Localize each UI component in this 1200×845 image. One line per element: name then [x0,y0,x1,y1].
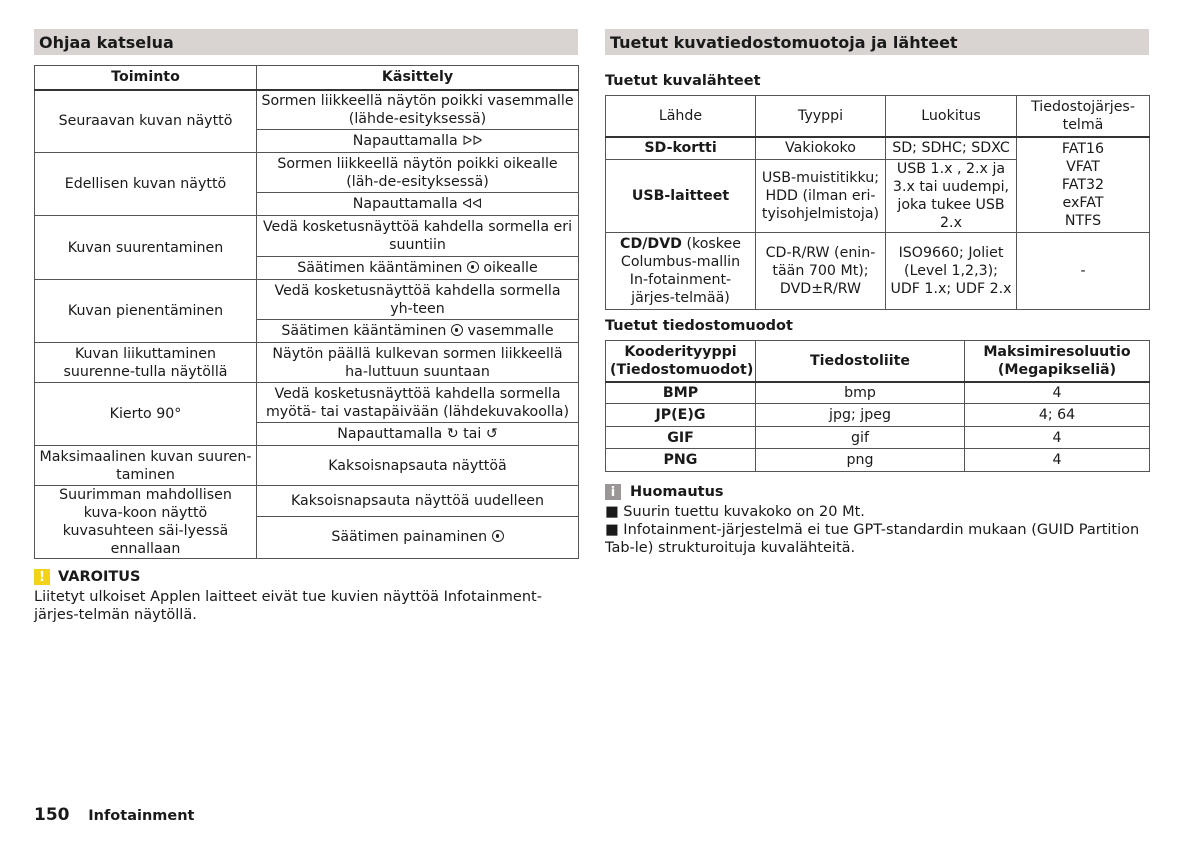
action-max-zoom: Maksimaalinen kuvan suuren-taminen [35,446,257,486]
action-move-image: Kuvan liikuttaminen suurenne-tulla näytöllä [35,343,257,383]
handling-next-swipe: Sormen liikkeellä näytön poikki vasemmalle (lähde-esityksessä) [257,90,579,130]
extension-cell: bmp [756,382,965,404]
action-zoom-in: Kuvan suurentaminen [35,216,257,280]
note-header [605,484,1149,500]
resolution-cell: 4 [965,382,1150,404]
filesystem-cd: - [1017,233,1150,310]
filesystem-item: FAT32 [1061,176,1105,193]
handling-zoom-out-knob-text: Säätimen kääntäminen [281,323,447,339]
subheading-formats: Tuetut tiedostomuodot [605,318,793,334]
resolution-cell: 4 [965,449,1150,472]
filesystem-item: FAT16 [1061,140,1105,157]
action-prev-image: Edellisen kuvan näyttö [35,153,257,216]
source-sd: SD-kortti [606,137,756,160]
section-title-view-control: Ohjaa katselua [34,29,578,55]
type-sd: Vakiokoko [756,137,886,160]
subheading-sources: Tuetut kuvalähteet [605,73,761,89]
col-header-type: Tyyppi [756,96,886,137]
filesystem-item: VFAT [1066,158,1100,175]
handling-rotate-tap-text: Napauttamalla [337,426,443,442]
page-number: 150 [34,805,70,825]
rotate-counterclockwise-icon: ↺ [485,426,498,442]
col-header-class: Luokitus [886,96,1017,137]
codec-cell: GIF [606,427,756,449]
knob-icon [467,261,479,273]
note-bullet: ■ Infotainment-järjestelmä ei tue GPT-standardin mukaan (GUID Partition Tab-le) strukturoituja kuvalähteitä. [605,522,1140,556]
page-footer [34,805,194,825]
note-title: Huomautus [630,484,724,500]
knob-press-icon [492,530,504,542]
col-header-codec: Kooderityyppi (Tiedostomuodot) [606,341,756,382]
source-cd-note: (koskee Columbus-mallin In-fotainment-järjes-telmää) [620,236,741,306]
handling-next-tap-text: Napauttamalla [352,132,458,149]
extension-cell: gif [756,427,965,449]
class-sd: SD; SDHC; SDXC [886,137,1017,160]
col-header-resolution: Maksimiresoluutio (Megapikseliä) [965,341,1150,382]
view-control-table [34,65,579,559]
rewind-icon: ᐊᐊ [462,196,483,212]
filesystem-item: NTFS [1064,212,1102,229]
handling-zoom-in-knob [257,257,579,280]
resolution-cell: 4; 64 [965,404,1150,427]
handling-move-drag: Näytön päällä kulkevan sormen liikkeellä ha-luttuun suuntaan [257,343,579,383]
handling-largest-knob [257,516,579,558]
source-cd-name: CD/DVD [620,236,682,252]
handling-zoom-out-pinch: Vedä kosketusnäyttöä kahdella sormella yh-teen [257,280,579,320]
filesystem-item: exFAT [1062,194,1104,211]
section-title-formats: Tuetut kuvatiedostomuotoja ja lähteet [605,29,1149,55]
handling-zoom-in-knob-text: Säätimen kääntäminen [297,260,463,276]
handling-rotate-or: tai [463,426,482,442]
resolution-cell: 4 [965,427,1150,449]
handling-zoom-out-knob [257,320,579,343]
codec-cell: JP(E)G [606,404,756,427]
action-largest-fit: Suurimman mahdollisen kuva-koon näyttö kuvasuhteen säi-lyessä ennallaan [35,486,257,559]
handling-zoom-out-direction: vasemmalle [467,323,554,339]
warning-icon: ! [34,569,50,585]
col-header-filesystem: Tiedostojärjes-telmä [1017,96,1150,137]
rotate-clockwise-icon: ↻ [446,426,459,442]
formats-table [605,340,1150,472]
col-header-handling: Käsittely [257,66,579,90]
handling-prev-tap-text: Napauttamalla [352,195,458,212]
col-header-source: Lähde [606,96,756,137]
codec-cell: PNG [606,449,756,472]
source-cd [606,233,756,310]
extension-cell: png [756,449,965,472]
action-rotate: Kierto 90° [35,383,257,446]
handling-next-tap [257,130,579,153]
warning-header [34,569,578,585]
handling-rotate-tap [257,423,579,446]
footer-section: Infotainment [88,808,195,824]
action-next-image: Seuraavan kuvan näyttö [35,90,257,153]
handling-zoom-in-pinch: Vedä kosketusnäyttöä kahdella sormella eri suuntiin [257,216,579,257]
handling-prev-swipe: Sormen liikkeellä näytön poikki oikealle (läh-de-esityksessä) [257,153,579,193]
col-header-extension: Tiedostoliite [756,341,965,382]
filesystem-list [1017,137,1150,233]
handling-prev-tap [257,193,579,216]
handling-rotate-gesture: Vedä kosketusnäyttöä kahdella sormella myötä- tai vastapäivään (lähdekuvakoolla) [257,383,579,423]
sources-table [605,95,1150,310]
action-zoom-out: Kuvan pienentäminen [35,280,257,343]
handling-largest-knob-text: Säätimen painaminen [331,529,488,546]
handling-largest-doubletap: Kaksoisnapsauta näyttöä uudelleen [257,486,579,517]
left-column [34,29,578,624]
handling-zoom-in-direction: oikealle [483,260,538,276]
type-cd: CD-R/RW (enin-tään 700 Mt); DVD±R/RW [756,233,886,310]
class-usb: USB 1.x , 2.x ja 3.x tai uudempi, joka tukee USB 2.x [886,160,1017,233]
handling-max-zoom: Kaksoisnapsauta näyttöä [257,446,579,486]
info-icon: i [605,484,621,500]
col-header-function: Toiminto [35,66,257,90]
note-bullet: ■ Suurin tuettu kuvakoko on 20 Mt. [605,504,865,520]
warning-text: Liitetyt ulkoiset Applen laitteet eivät tue kuvien näyttöä Infotainment-järjes-telmän näytöllä. [34,589,542,623]
codec-cell: BMP [606,382,756,404]
knob-icon [451,324,463,336]
warning-title: VAROITUS [58,569,141,585]
class-cd: ISO9660; Joliet (Level 1,2,3); UDF 1.x; UDF 2.x [886,233,1017,310]
source-usb: USB-laitteet [606,160,756,233]
type-usb: USB-muistitikku; HDD (ilman eri-tyisohjelmistoja) [756,160,886,233]
forward-icon: ᐅᐅ [462,133,483,149]
right-column [605,29,1149,557]
extension-cell: jpg; jpeg [756,404,965,427]
